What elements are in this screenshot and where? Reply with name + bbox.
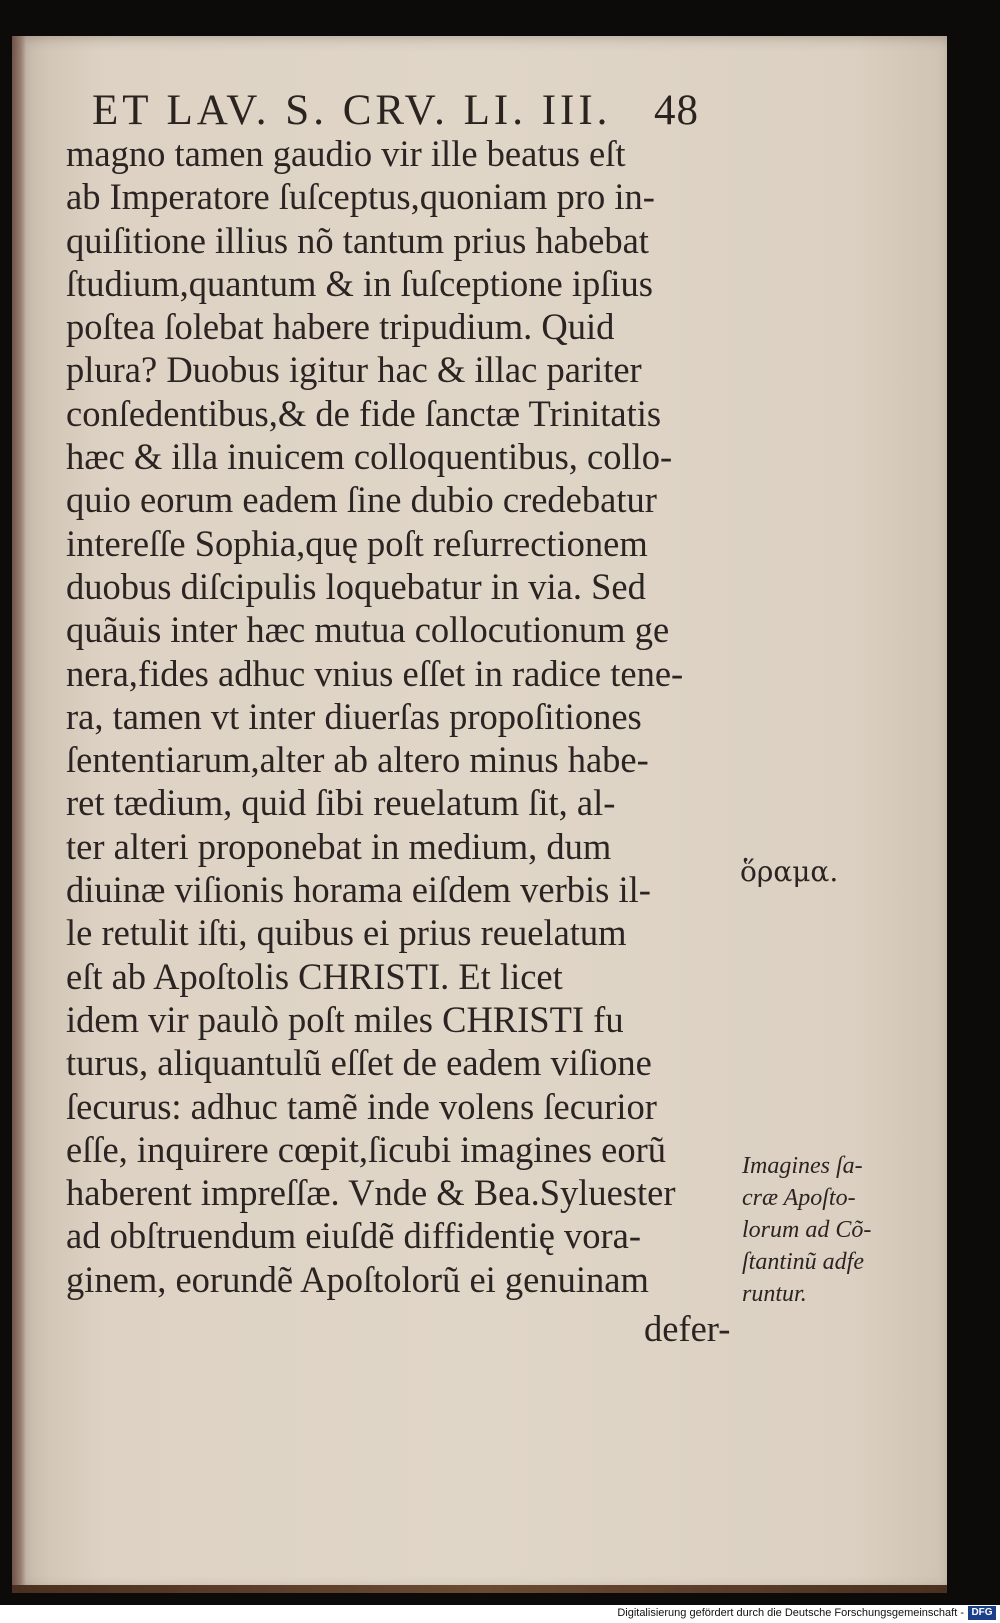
text-line: ab Imperatore ſuſceptus,quoniam pro in- [66, 176, 655, 218]
text-line: eſſe, inquirere cœpit,ſicubi imagines eorũ [66, 1128, 667, 1170]
text-line: quãuis inter hæc mutua collocutionum ge [66, 609, 670, 651]
text-line: conſedentibus,& de fide ſanctæ Trinitatis [66, 392, 662, 434]
margin-note-line: cræ Apoſto- [742, 1185, 856, 1211]
text-line: eſt ab Apoſtolis CHRISTI. Et licet [66, 955, 563, 997]
text-line: ſecurus: adhuc tamẽ inde volens ſecurior [66, 1085, 657, 1127]
text-line: ginem, eorundẽ Apoſtolorũ ei genuinam [66, 1258, 649, 1300]
body-text [66, 132, 746, 1301]
running-head-title: ET LAV. S. CRV. LI. III. [92, 87, 612, 134]
text-line: ret tædium, quid ſibi reuelatum ſit, al- [66, 782, 616, 824]
text-line: duobus diſcipulis loquebatur in via. Sed [66, 565, 646, 607]
catchword: defer- [644, 1308, 731, 1349]
text-line: intereſſe Sophia,quę poſt reſurrectionem [66, 522, 648, 564]
text-line: plura? Duobus igitur hac & illac pariter [66, 349, 642, 391]
text-line: ſtudium,quantum & in ſuſceptione ipſius [66, 262, 653, 304]
text-line: poſtea ſolebat habere tripudium. Quid [66, 306, 615, 348]
text-line: haberent impreſſæ. Vnde & Bea.Syluester [66, 1172, 676, 1214]
text-line: idem vir paulò poſt miles CHRISTI fu [66, 998, 624, 1040]
margin-note-line: Imagines ſa- [742, 1153, 863, 1179]
text-line: ra, tamen vt inter diuerſas propoſitiones [66, 695, 642, 737]
margin-note [742, 1150, 902, 1310]
margin-note-line: ſtantinũ adfe [742, 1249, 864, 1275]
margin-note-line: runtur. [742, 1281, 807, 1307]
page-spine-shadow [12, 36, 26, 1591]
text-line: nera,fides adhuc vnius eſſet in radice tene- [66, 652, 684, 694]
running-head [92, 86, 772, 135]
margin-gloss-greek: ὅραμα. [740, 855, 839, 888]
margin-note-line: lorum ad Cõ- [742, 1217, 872, 1243]
text-line: quiſitione illius nõ tantum prius habebat [66, 219, 649, 261]
text-line: quio eorum eadem ſine dubio credebatur [66, 479, 657, 521]
text-line: magno tamen gaudio vir ille beatus eſt [66, 133, 626, 174]
text-line: diuinæ viſionis horama eiſdem verbis il- [66, 869, 651, 911]
page-number: 48 [654, 87, 699, 134]
digitization-credit: Digitalisierung gefördert durch die Deutsche Forschungsgemeinschaft - [617, 1607, 964, 1619]
text-line: ter alteri proponebat in medium, dum [66, 825, 612, 867]
text-line: hæc & illa inuicem colloquentibus, collo- [66, 436, 673, 478]
page-bottom-edge [12, 1585, 947, 1593]
dfg-logo: DFG [968, 1606, 996, 1620]
text-line: le retulit iſti, quibus ei prius reuelatum [66, 912, 627, 954]
text-line: turus, aliquantulũ eſſet de eadem viſione [66, 1042, 652, 1084]
text-line: ſententiarum,alter ab altero minus habe- [66, 739, 649, 781]
text-line: ad obſtruendum eiuſdẽ diffidentię vora- [66, 1215, 642, 1257]
